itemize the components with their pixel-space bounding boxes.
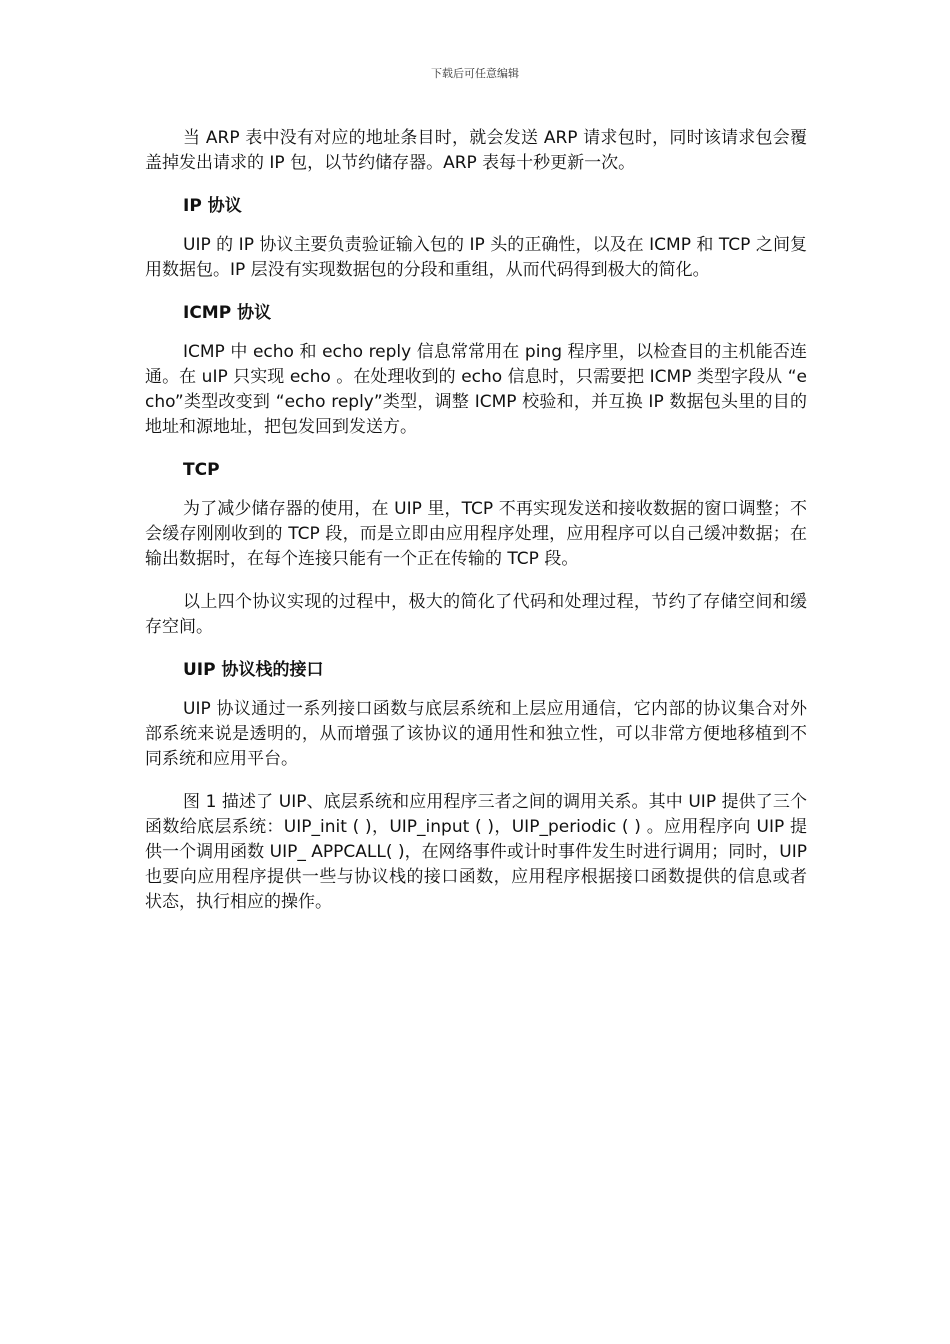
paragraph-figure-description: 图 1 描述了 UIP、底层系统和应用程序三者之间的调用关系。其中 UIP 提供了三个函数给底层系统：UIP_init ( )，UIP_input ( )，UIP_periodic ( ) 。应用程序向 UIP 提供一个调用函数 UIP_ APPCALL( )，在网络事件或计时事件发生时进行调用；同时，UIP 也要向应用程序提供一些与协议栈的接口函数，应用程序根据接口函数提供的信息或者状态，执行相应的操作。 [145, 792, 807, 912]
heading-tcp: TCP [183, 460, 220, 480]
heading-icmp-protocol: ICMP 协议 [183, 303, 272, 323]
paragraph-summary: 以上四个协议实现的过程中，极大的简化了代码和处理过程，节约了存储空间和缓存空间。 [145, 592, 807, 637]
document-body [145, 126, 807, 933]
paragraph-ip-protocol: UIP 的 IP 协议主要负责验证输入包的 IP 头的正确性，以及在 ICMP 和 TCP 之间复用数据包。IP 层没有实现数据包的分段和重组，从而代码得到极大的简化。 [145, 235, 807, 280]
heading-uip-interface: UIP 协议栈的接口 [183, 660, 324, 680]
page-header: 下载后可任意编辑 [431, 67, 519, 80]
paragraph-uip-interface: UIP 协议通过一系列接口函数与底层系统和上层应用通信，它内部的协议集合对外部系统来说是透明的，从而增强了该协议的通用性和独立性，可以非常方便地移植到不同系统和应用平台。 [145, 699, 807, 769]
paragraph-tcp: 为了减少储存器的使用，在 UIP 里，TCP 不再实现发送和接收数据的窗口调整；不会缓存刚刚收到的 TCP 段，而是立即由应用程序处理，应用程序可以自己缓冲数据；在输出数据时，在每个连接只能有一个正在传输的 TCP 段。 [145, 499, 807, 569]
heading-ip-protocol: IP 协议 [183, 196, 242, 216]
paragraph-icmp-protocol: ICMP 中 echo 和 echo reply 信息常常用在 ping 程序里，以检查目的主机能否连通。在 uIP 只实现 echo 。在处理收到的 echo 信息时，只需要把 ICMP 类型字段从 “echo”类型改变到 “echo reply”类型，调整 ICMP 校验和，并互换 IP 数据包头里的目的地址和源地址，把包发回到发送方。 [145, 342, 807, 437]
paragraph-arp-request: 当 ARP 表中没有对应的地址条目时，就会发送 ARP 请求包时，同时该请求包会覆盖掉发出请求的 IP 包，以节约储存器。ARP 表每十秒更新一次。 [145, 128, 807, 173]
